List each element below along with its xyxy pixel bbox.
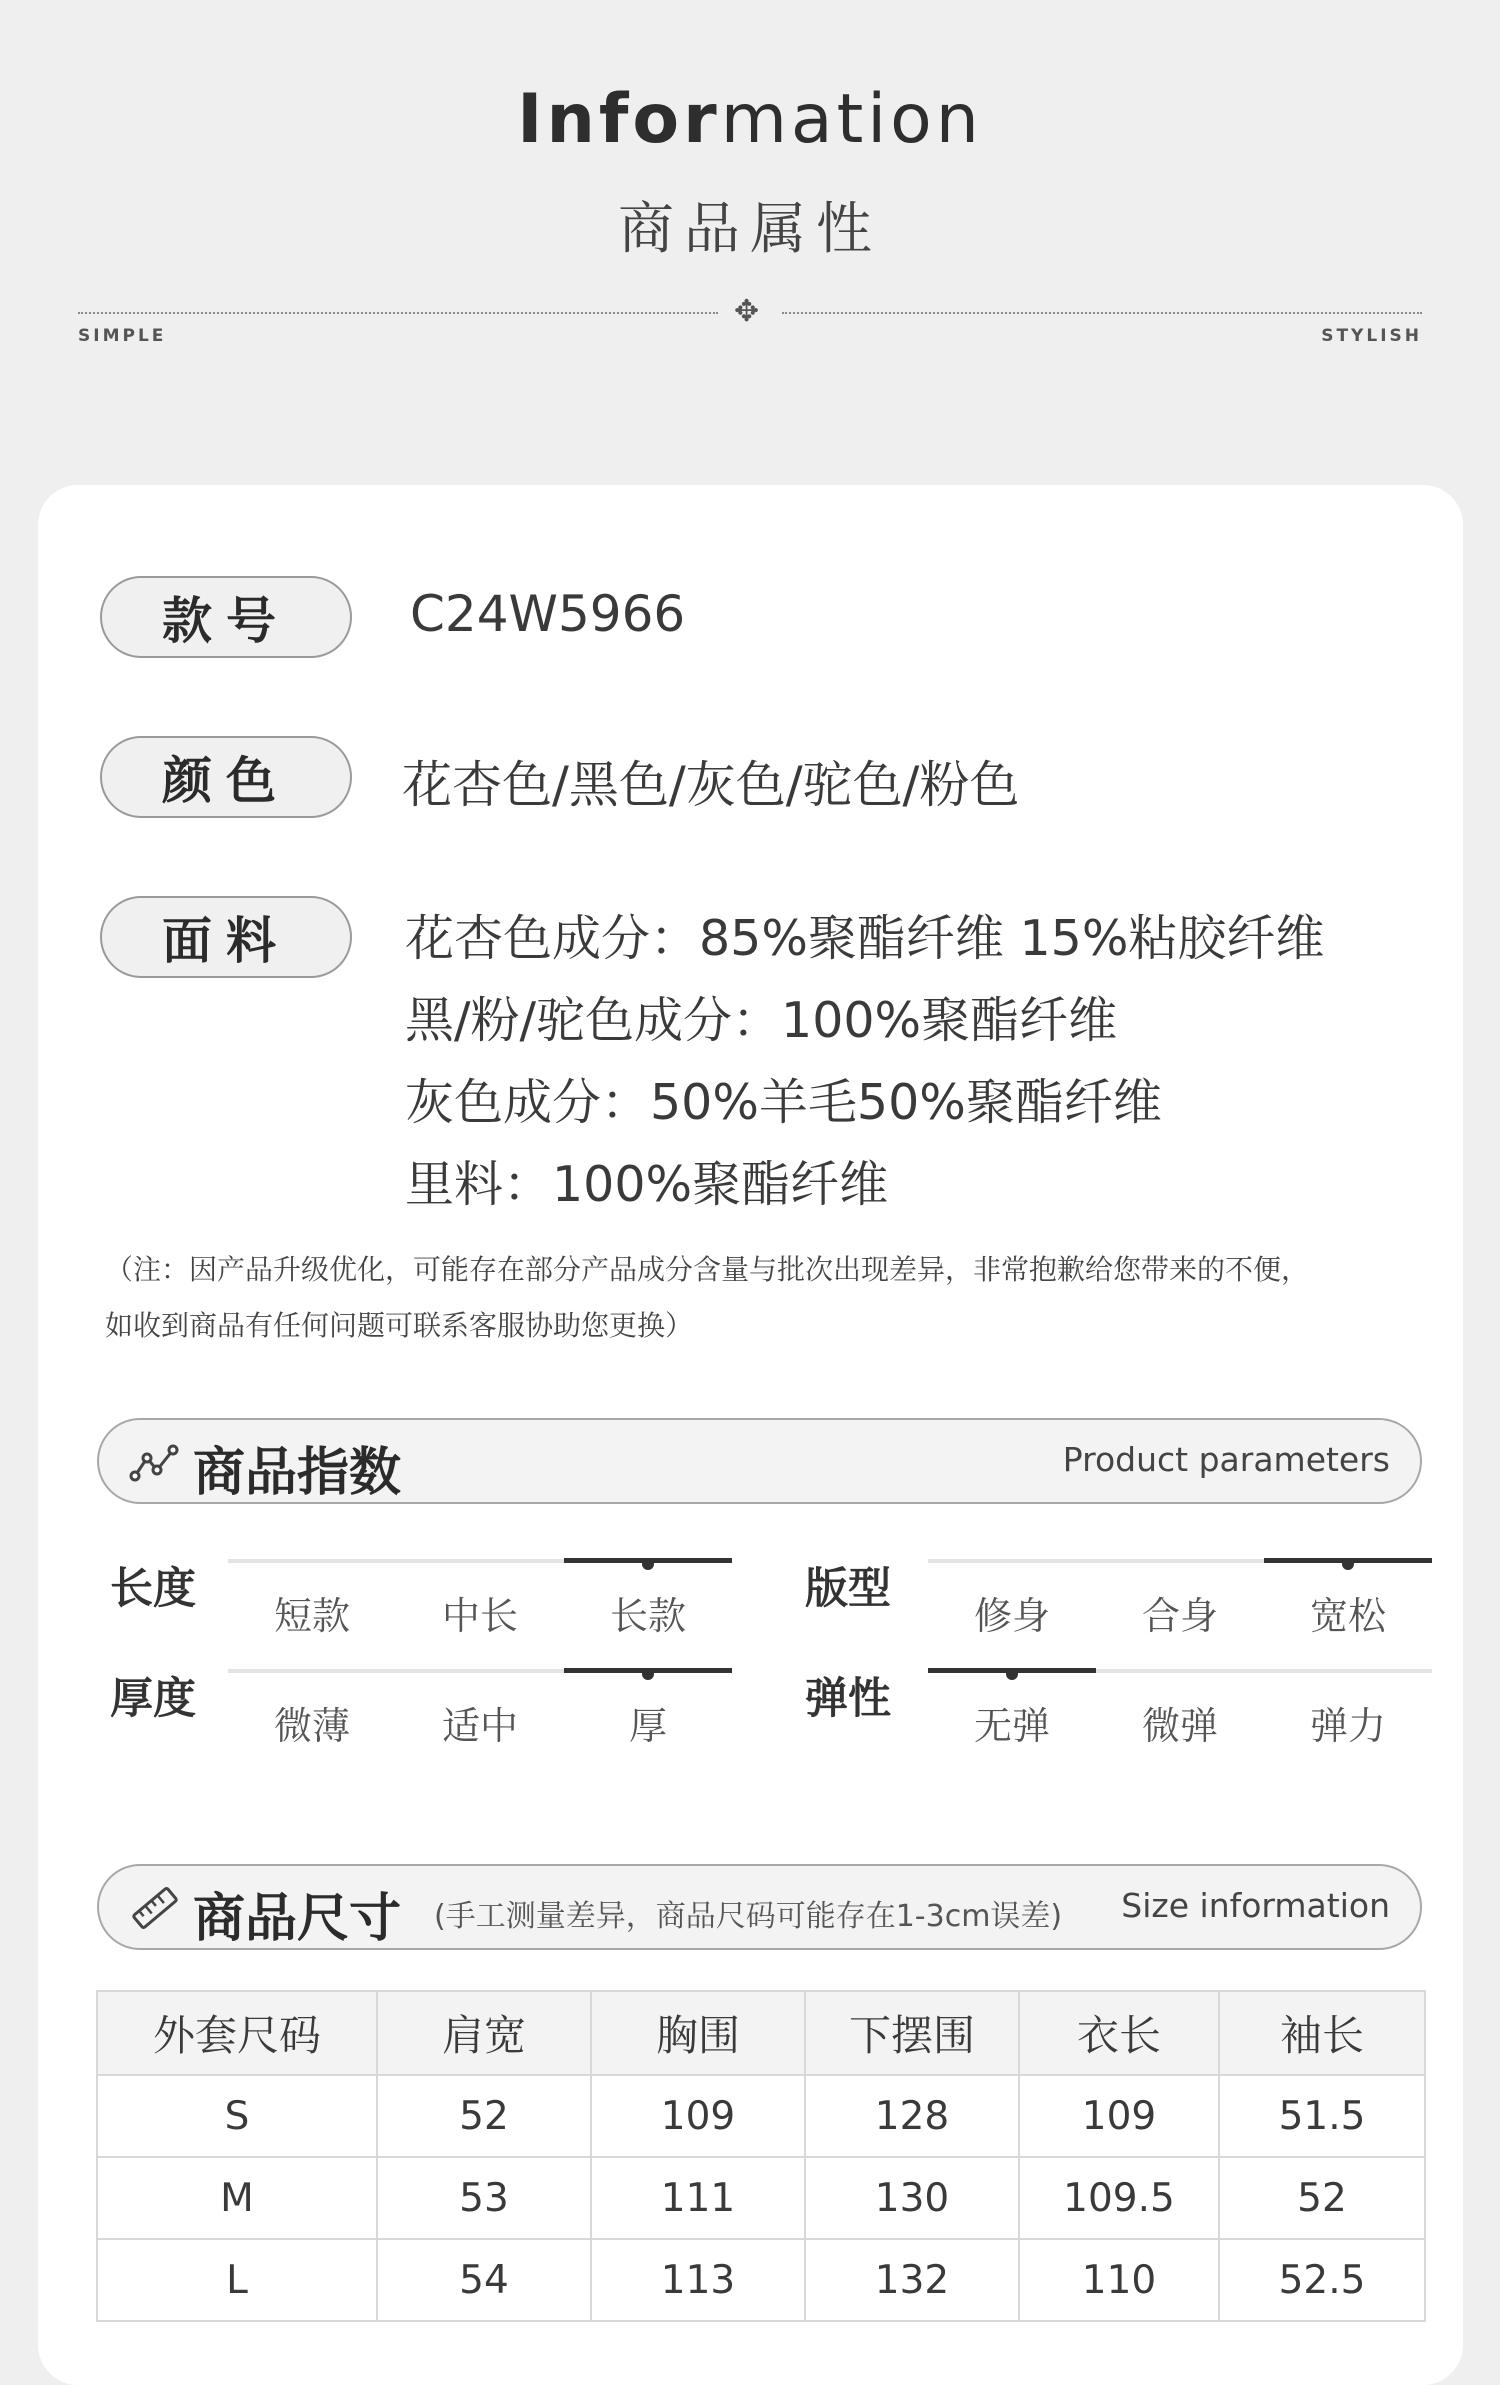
fabric-note-line: 如收到商品有任何问题可联系客服协助您更换） <box>105 1309 694 1342</box>
param-label: 版型 <box>805 1564 891 1614</box>
header-divider-right <box>782 312 1422 314</box>
fabric-line: 黑/粉/驼色成分：100%聚酯纤维 <box>405 992 1118 1049</box>
params-section-title: 商品指数 <box>193 1443 402 1503</box>
header-divider-left <box>78 312 718 314</box>
color-value: 花杏色/黑色/灰色/驼色/粉色 <box>402 756 1020 814</box>
param-option: 宽松 <box>1309 1594 1386 1638</box>
size-section-note: (手工测量差异，商品尺码可能存在1-3cm误差) <box>434 1899 1063 1934</box>
header-title-rest: mation <box>720 80 983 159</box>
table-cell: 52 <box>377 2075 591 2157</box>
param-selected-dot <box>642 1668 654 1680</box>
param-option: 适中 <box>441 1704 518 1748</box>
table-cell: S <box>97 2075 377 2157</box>
size-table-header: 下摆围 <box>805 1991 1019 2075</box>
table-cell: 110 <box>1019 2239 1219 2321</box>
table-cell: 113 <box>591 2239 805 2321</box>
param-selected-dot <box>642 1558 654 1570</box>
param-selected-dot <box>1342 1558 1354 1570</box>
table-cell: 51.5 <box>1219 2075 1425 2157</box>
table-row <box>97 2239 1425 2321</box>
header-title-bold: Infor <box>517 80 721 159</box>
size-table-header: 衣长 <box>1019 1991 1219 2075</box>
table-cell: 130 <box>805 2157 1019 2239</box>
param-option: 微弹 <box>1141 1704 1218 1748</box>
param-option: 修身 <box>973 1594 1050 1638</box>
header-right-tag: STYLISH <box>1321 326 1422 346</box>
table-cell: 111 <box>591 2157 805 2239</box>
style-number-label: 款号 <box>100 576 352 658</box>
size-table-header: 外套尺码 <box>97 1991 377 2075</box>
fabric-note-line: （注：因产品升级优化，可能存在部分产品成分含量与批次出现差异，非常抱歉给您带来的不便， <box>105 1253 1310 1286</box>
table-row <box>97 2075 1425 2157</box>
trend-line-icon <box>129 1440 181 1484</box>
table-cell: 52 <box>1219 2157 1425 2239</box>
table-cell: 109 <box>1019 2075 1219 2157</box>
table-cell: 52.5 <box>1219 2239 1425 2321</box>
size-table-header: 胸围 <box>591 1991 805 2075</box>
ornament-icon: ✥ <box>734 294 760 329</box>
param-option: 中长 <box>441 1594 518 1638</box>
size-section-bar <box>97 1864 1422 1950</box>
fabric-note <box>105 1242 1425 1354</box>
params-section-subtitle: Product parameters <box>1062 1440 1390 1479</box>
table-cell: 109 <box>591 2075 805 2157</box>
param-option: 微薄 <box>273 1704 350 1748</box>
param-option: 无弹 <box>973 1704 1050 1748</box>
size-section-subtitle: Size information <box>1121 1886 1390 1925</box>
param-label: 长度 <box>110 1564 196 1614</box>
table-cell: L <box>97 2239 377 2321</box>
param-option: 厚 <box>628 1704 667 1748</box>
size-table <box>96 1990 1426 2322</box>
color-label: 颜色 <box>100 736 352 818</box>
param-option: 合身 <box>1141 1594 1218 1638</box>
header-subtitle: 商品属性 <box>618 197 882 262</box>
table-cell: M <box>97 2157 377 2239</box>
table-row <box>97 2157 1425 2239</box>
param-option: 短款 <box>273 1594 350 1638</box>
fabric-line: 灰色成分：50%羊毛50%聚酯纤维 <box>405 1074 1162 1131</box>
param-option: 弹力 <box>1309 1704 1386 1748</box>
table-cell: 132 <box>805 2239 1019 2321</box>
table-cell: 53 <box>377 2157 591 2239</box>
header-title <box>0 80 1500 159</box>
fabric-label: 面料 <box>100 896 352 978</box>
param-option: 长款 <box>609 1594 686 1638</box>
size-section-title: 商品尺寸 <box>193 1889 402 1949</box>
fabric-line: 花杏色成分：85%聚酯纤维 15%粘胶纤维 <box>405 910 1325 967</box>
table-cell: 54 <box>377 2239 591 2321</box>
style-number-value: C24W5966 <box>410 585 686 643</box>
size-table-header-row <box>97 1991 1425 2075</box>
size-table-header: 肩宽 <box>377 1991 591 2075</box>
param-selected-dot <box>1006 1668 1018 1680</box>
fabric-line: 里料：100%聚酯纤维 <box>405 1156 889 1213</box>
table-cell: 109.5 <box>1019 2157 1219 2239</box>
param-label: 弹性 <box>805 1674 891 1724</box>
ruler-icon <box>129 1886 181 1930</box>
param-label: 厚度 <box>110 1674 196 1724</box>
header-left-tag: SIMPLE <box>78 326 167 346</box>
params-section-bar <box>97 1418 1422 1504</box>
table-cell: 128 <box>805 2075 1019 2157</box>
size-table-header: 袖长 <box>1219 1991 1425 2075</box>
